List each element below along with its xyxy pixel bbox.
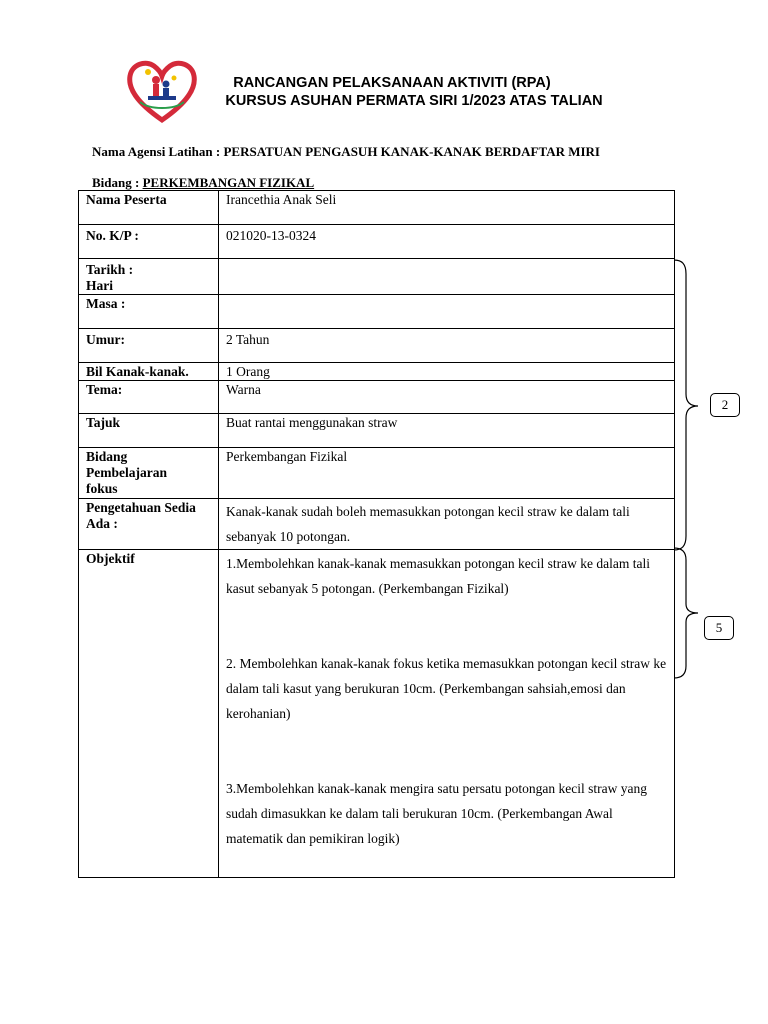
annotation-box-2: 2	[710, 393, 740, 417]
document-title: RANCANGAN PELAKSANAAN AKTIVITI (RPA)	[233, 75, 551, 91]
objektif-item: 1.Membolehkan kanak-kanak memasukkan potongan kecil straw ke dalam tali kasut sebanyak 5 potongan. (Perkembangan Fizikal)	[226, 556, 650, 596]
rpa-table	[78, 190, 675, 878]
table-row	[79, 381, 675, 414]
table-row	[79, 225, 675, 259]
row-value	[219, 295, 675, 329]
row-label: Bidang Pembelajaran fokus	[79, 448, 219, 499]
objektif-list	[219, 550, 675, 878]
row-label: Tajuk	[79, 414, 219, 448]
annotation-box-5: 5	[704, 616, 734, 640]
row-value: Buat rantai menggunakan straw	[219, 414, 675, 448]
table-row	[79, 363, 675, 381]
row-label: Tema:	[79, 381, 219, 414]
row-value: Warna	[219, 381, 675, 414]
row-label: Nama Peserta	[79, 191, 219, 225]
row-label: No. K/P :	[79, 225, 219, 259]
right-brace-bottom	[672, 546, 712, 680]
row-value: Irancethia Anak Seli	[219, 191, 675, 225]
right-brace-top	[672, 258, 712, 552]
table-row-objektif	[79, 550, 675, 878]
bidang-label: Bidang :	[92, 175, 143, 190]
row-value: 1 Orang	[219, 363, 675, 381]
row-value: 021020-13-0324	[219, 225, 675, 259]
table-row	[79, 499, 675, 550]
objektif-label: Objektif	[79, 550, 219, 878]
row-value: 2 Tahun	[219, 329, 675, 363]
objektif-item: 2. Membolehkan kanak-kanak fokus ketika memasukkan potongan kecil straw ke dalam tali kasut yang berukuran 10cm. (Perkembangan sahsiah,emosi dan kerohanian)	[226, 656, 667, 721]
table-row	[79, 191, 675, 225]
agency-line: Nama Agensi Latihan : PERSATUAN PENGASUH KANAK-KANAK BERDAFTAR MIRI	[92, 144, 600, 159]
row-value: Perkembangan Fizikal	[219, 448, 675, 499]
objektif-item: 3.Membolehkan kanak-kanak mengira satu persatu potongan kecil straw yang sudah dimasukkan ke dalam tali berukuran 10cm. (Perkembangan Awal matematik dan pemikiran logik)	[226, 781, 647, 846]
table-row	[79, 259, 675, 295]
table-row	[79, 414, 675, 448]
table-row	[79, 295, 675, 329]
row-label: Tarikh : Hari	[79, 259, 219, 295]
row-label: Pengetahuan Sedia Ada :	[79, 499, 219, 550]
bidang-value: PERKEMBANGAN FIZIKAL	[142, 175, 315, 190]
row-value: Kanak-kanak sudah boleh memasukkan potongan kecil straw ke dalam tali sebanyak 10 potongan.	[219, 499, 675, 550]
row-label: Masa :	[79, 295, 219, 329]
row-label: Umur:	[79, 329, 219, 363]
table-row	[79, 448, 675, 499]
row-value	[219, 259, 675, 295]
bidang-line	[92, 175, 314, 191]
table-row	[79, 329, 675, 363]
document-subtitle: KURSUS ASUHAN PERMATA SIRI 1/2023 ATAS TALIAN	[225, 93, 603, 109]
row-label: Bil Kanak-kanak.	[79, 363, 219, 381]
